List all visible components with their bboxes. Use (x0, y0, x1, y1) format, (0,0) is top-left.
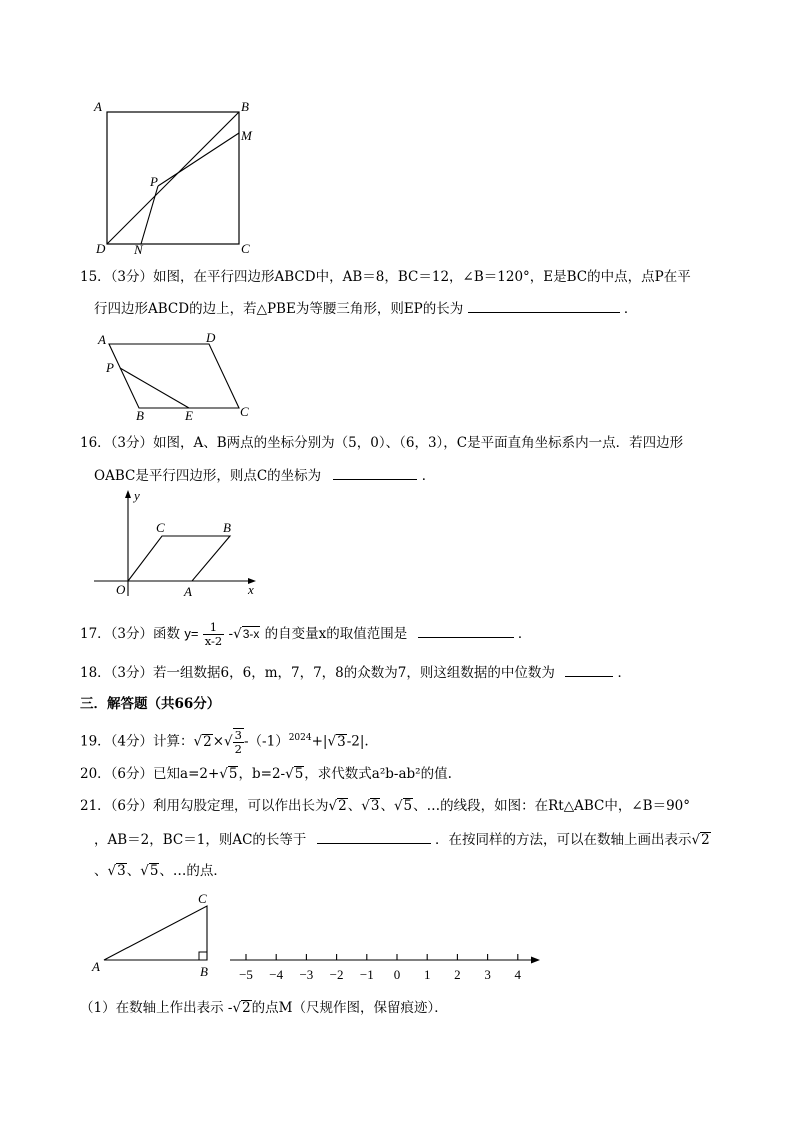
q15-answer-blank[interactable] (468, 298, 620, 313)
q19-radicand-1: 2 (203, 733, 212, 750)
q20-suffix: ，求代数式a²b-ab²的值. (304, 766, 452, 782)
fig16-label-x: x (248, 582, 254, 597)
right-angle-mark (199, 952, 207, 960)
q16-line2-end: ． (421, 468, 436, 484)
q19-frac-den: 2 (234, 742, 242, 756)
q19-line (80, 725, 369, 756)
q20-prefix: 20．（6分）已知a=2+ (80, 766, 220, 782)
q21-prefix: 21．（6分）利用勾股定理，可以作出长为 (80, 798, 329, 814)
figure-14 (90, 96, 260, 258)
q21-sub1 (80, 998, 448, 1018)
q21-sqrt-sign-5: √ (107, 863, 117, 879)
parallelogram-oabc (128, 536, 230, 581)
q21-line3 (94, 861, 227, 881)
q21-line2 (94, 829, 711, 850)
q21-radicand-2: 3 (370, 798, 380, 814)
fig14-label-m: M (241, 128, 252, 143)
number-line-tick-label: 1 (423, 967, 431, 982)
q21-radicand-5: 3 (117, 863, 126, 879)
q21-radicand-6: 5 (149, 863, 159, 879)
q18-end: ． (617, 665, 631, 681)
q17-minus: - (228, 626, 234, 642)
fig16-label-y: y (134, 488, 140, 503)
fig14-label-b: B (241, 99, 249, 114)
q21-line3-b: 、 (126, 863, 141, 879)
q17-suffix: 的自变量x的取值范围是 (264, 626, 408, 642)
q19-radicand-2: 3 (337, 733, 346, 750)
number-line-tick-label: −3 (299, 967, 314, 982)
parallelogram-abcd (109, 344, 239, 408)
q21-tail1: 、…的线段，如图：在Rt△ABC中，∠B＝90° (413, 798, 691, 814)
triangle-abc (104, 906, 207, 960)
number-line-tick-label: 2 (454, 967, 461, 982)
q17-radicand: 3-x (242, 627, 260, 641)
q17-y-eq: y= (184, 626, 199, 641)
q21-sep2: 、 (380, 798, 394, 814)
number-line-arrow (531, 957, 540, 964)
q17-end: ． (517, 626, 532, 642)
q18-answer-blank[interactable] (565, 662, 613, 677)
fig14-label-n: N (134, 242, 143, 257)
y-axis-arrow (125, 490, 131, 498)
section-3-heading: 三．解答题（共66分） (80, 696, 221, 712)
q21-sep1: 、 (347, 798, 362, 814)
fig21-label-a: A (92, 959, 100, 974)
number-line-tick-label: −5 (239, 967, 253, 982)
q21-sqrt-sign-2: √ (361, 798, 370, 814)
figure-15 (92, 328, 262, 424)
q21-sqrt-sign-1: √ (328, 798, 338, 814)
q21-line2-b: ．在按同样的方法，可以在数轴上画出表示 (435, 832, 692, 848)
number-line-tick-label: −1 (359, 967, 374, 982)
figure-16 (90, 488, 270, 600)
q20-radicand-2: 5 (294, 766, 304, 782)
q20-line (80, 764, 452, 784)
fig21-label-c: C (198, 891, 207, 906)
fig16-label-a: A (184, 584, 192, 599)
number-line-tick-label: 4 (514, 967, 522, 982)
q21-radicand-4: 2 (701, 832, 710, 848)
fig16-label-c: C (156, 520, 165, 535)
q15-line2 (94, 298, 637, 319)
q21-answer-blank[interactable] (317, 829, 431, 844)
q17-fraction (203, 621, 225, 648)
number-line-tick-label: −2 (329, 967, 344, 982)
fig16-label-o: O (116, 582, 126, 597)
fig15-label-d: D (206, 330, 216, 345)
fig15-label-a: A (98, 332, 106, 347)
q19-plus: +| (311, 733, 328, 750)
q19-exponent: 2024 (288, 733, 312, 743)
q21-line2-a: ，AB＝2，BC＝1，则AC的长等于 (94, 832, 307, 848)
number-line (226, 946, 548, 986)
q21-sub1-a: （1）在数轴上作出表示 - (80, 1000, 233, 1016)
q20-sqrt-sign-1: √ (219, 766, 228, 782)
q21-sub1-sqrt-sign: √ (232, 1000, 242, 1016)
q17-line (80, 621, 531, 648)
fig14-label-a: A (94, 99, 102, 114)
q15-line2-end: ． (623, 301, 638, 317)
q19-sqrt-sign-3: √ (327, 733, 337, 750)
q21-sub1-radicand: 2 (242, 1000, 251, 1016)
q21-line1 (80, 796, 690, 816)
q17-answer-blank[interactable] (418, 623, 514, 638)
q19-middle: -（-1） (243, 733, 289, 750)
segment-pm (158, 133, 239, 186)
number-line-tick-label: 0 (393, 967, 401, 982)
fig14-label-c: C (241, 241, 250, 256)
q17-sqrt-sign: √ (233, 626, 242, 642)
q17-prefix: 17．（3分）函数 (80, 626, 181, 642)
segment-pe (120, 368, 189, 408)
q19-prefix: 19．（4分）计算： (80, 733, 194, 750)
q18-text: 18．（3分）若一组数据6，6，m，7，7，8的众数为7，则这组数据的中位数为 (80, 665, 555, 681)
q17-frac-den: x-2 (204, 634, 223, 648)
q16-line2 (94, 465, 435, 486)
q21-radicand-1: 2 (338, 798, 347, 814)
q17-frac-num: 1 (203, 621, 225, 635)
q15-line2-text: 行四边形ABCD的边上，若△PBE为等腰三角形，则EP的长为 (94, 301, 464, 317)
q18-line (80, 662, 631, 683)
q21-line3-c: 、…的点． (159, 863, 227, 879)
q19-times: × (212, 733, 225, 750)
number-line-tick-label: −4 (269, 967, 284, 982)
number-line-tick-label: 3 (484, 967, 491, 982)
fig15-label-p: P (106, 360, 114, 375)
q19-sqrt-sign-2: √ (224, 733, 233, 750)
segment-pn (141, 186, 158, 244)
fig21-label-b: B (200, 964, 208, 979)
q16-line2-text: OABC是平行四边形，则点C的坐标为 (94, 468, 322, 484)
fig15-label-c: C (240, 404, 249, 419)
q21-sqrt-sign-4: √ (691, 832, 701, 848)
fig16-label-b: B (223, 520, 231, 535)
q16-answer-blank[interactable] (333, 465, 417, 480)
fig15-label-b: B (136, 408, 144, 423)
q19-sqrt-sign-1: √ (193, 733, 203, 750)
q16-line1: 16．（3分）如图，A、B两点的坐标分别为（5，0）、（6，3），C是平面直角坐标系内一点．若四边形 (80, 435, 684, 451)
fig15-label-e: E (185, 408, 193, 423)
q20-mid: ，b=2- (238, 766, 286, 782)
fig14-label-d: D (96, 241, 106, 256)
fig14-label-p: P (150, 174, 158, 189)
q19-frac-num: 3 (234, 728, 242, 742)
q21-line3-a: 、 (94, 863, 108, 879)
q19-fraction (233, 728, 244, 756)
q21-sub1-b: 的点M（尺规作图，保留痕迹）． (251, 1000, 448, 1016)
q20-sqrt-sign-2: √ (285, 766, 294, 782)
q21-sqrt-sign-6: √ (140, 863, 149, 879)
q15-line1: 15．（3分）如图，在平行四边形ABCD中，AB＝8，BC＝12，∠B＝120°，E是BC的中点，点P在平 (80, 269, 691, 285)
q21-radicand-3: 5 (403, 798, 413, 814)
number-line-ticks (239, 954, 521, 982)
diagonal-db (107, 112, 239, 244)
q21-sqrt-sign-3: √ (393, 798, 403, 814)
figure-21-triangle (90, 890, 220, 982)
q19-end: -2|. (346, 733, 369, 750)
q20-radicand-1: 5 (228, 766, 238, 782)
